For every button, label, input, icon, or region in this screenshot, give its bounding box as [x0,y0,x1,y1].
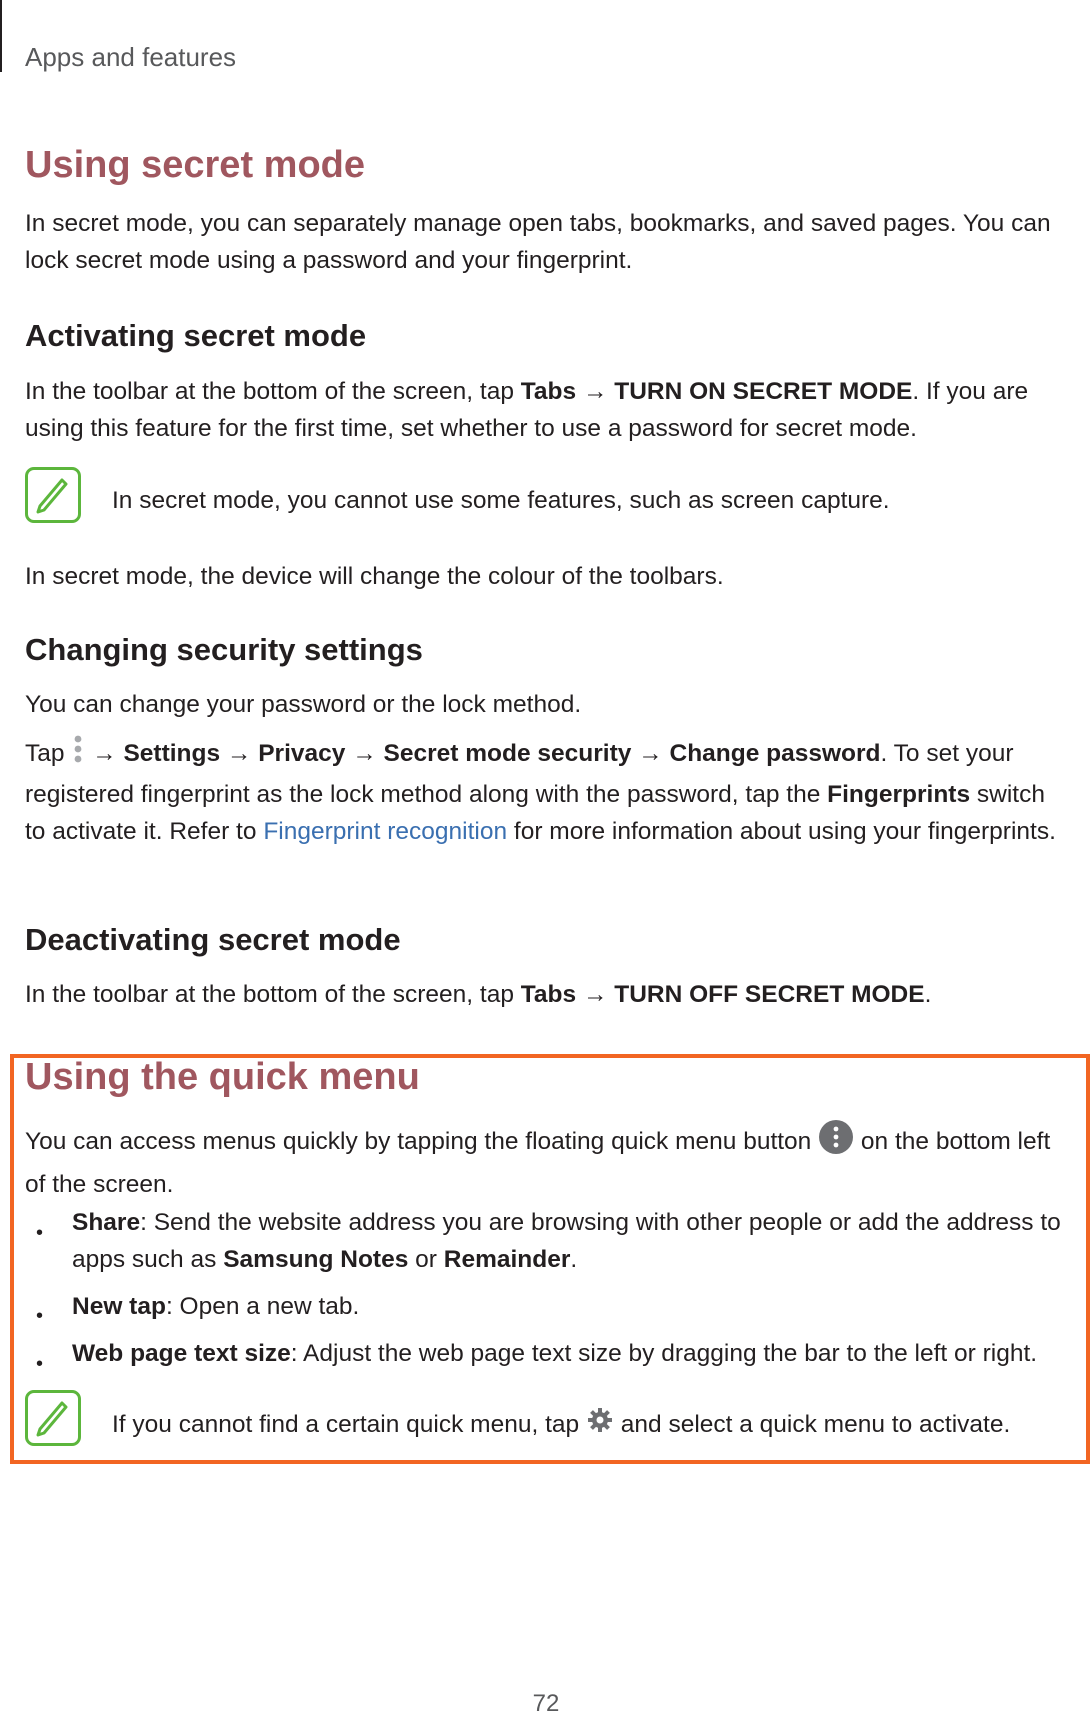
toolbar-colour-note: In secret mode, the device will change the colour of the toolbars. [25,563,724,590]
header-rule [0,0,2,72]
bullet-marker: • [36,1353,44,1375]
fingerprints-label: Fingerprints [827,781,971,808]
bullet-text-size: Web page text size: Adjust the web page text size by dragging the bar to the left or right. [72,1340,1038,1367]
pencil-note-icon [25,467,81,523]
quick-menu-intro: You can access menus quickly by tapping the floating quick menu button on the bottom left of the screen. [25,1119,1065,1203]
security-intro: You can change your password or the lock method. [25,691,582,718]
note-quick-menu: If you cannot find a certain quick menu, tap and select a quick menu to activate. [112,1406,1010,1445]
heading-using-secret-mode: Using secret mode [25,144,365,186]
bullet-marker: • [36,1222,44,1244]
note-secret-mode-features: In secret mode, you cannot use some features, such as screen capture. [112,487,890,514]
heading-changing-security-settings: Changing security settings [25,632,423,667]
intro-secret-mode: In secret mode, you can separately manage open tabs, bookmarks, and saved pages. You can lock secret mode using a password and your fingerprint. [25,210,1051,274]
bullet-new-tab: New tap: Open a new tab. [72,1293,360,1320]
security-steps-paragraph: Tap → Settings → Privacy → Secret mode security → Change password. To set your registered fingerprint as the lock method along with the password, tap the Fingerprints switch to activate it. Refer to Fingerprint recognition for more information about using your fingerprints. [25,733,1065,850]
turn-on-label: TURN ON SECRET MODE [614,378,913,405]
activate-paragraph: In the toolbar at the bottom of the screen, tap Tabs → TURN ON SECRET MODE. If you are using this feature for the first time, set whether to use a password for secret mode. [25,378,1029,442]
privacy-label: Privacy [258,739,346,767]
heading-using-quick-menu: Using the quick menu [25,1056,420,1098]
section-header: Apps and features [25,42,237,72]
heading-deactivating-secret-mode: Deactivating secret mode [25,922,401,957]
bullet-marker: • [36,1305,44,1327]
pencil-note-icon [25,1390,81,1446]
secret-mode-security-label: Secret mode security [383,739,632,767]
turn-off-label: TURN OFF SECRET MODE [614,981,925,1008]
settings-gear-icon [586,1406,614,1445]
settings-label: Settings [123,739,221,767]
tabs-label: Tabs [520,378,577,405]
quick-menu-icon [818,1119,854,1166]
deactivate-paragraph: In the toolbar at the bottom of the screen, tap Tabs → TURN OFF SECRET MODE. [25,981,932,1008]
more-options-icon [71,733,85,776]
heading-activating-secret-mode: Activating secret mode [25,318,367,353]
page-number: 72 [532,1690,560,1717]
bullet-share: Share: Send the website address you are browsing with other people or add the address to apps such as Samsung Notes or Remainder. [72,1209,1061,1273]
change-password-label: Change password [669,739,881,767]
fingerprint-recognition-link[interactable]: Fingerprint recognition [263,818,508,845]
tabs-label: Tabs [520,981,577,1008]
